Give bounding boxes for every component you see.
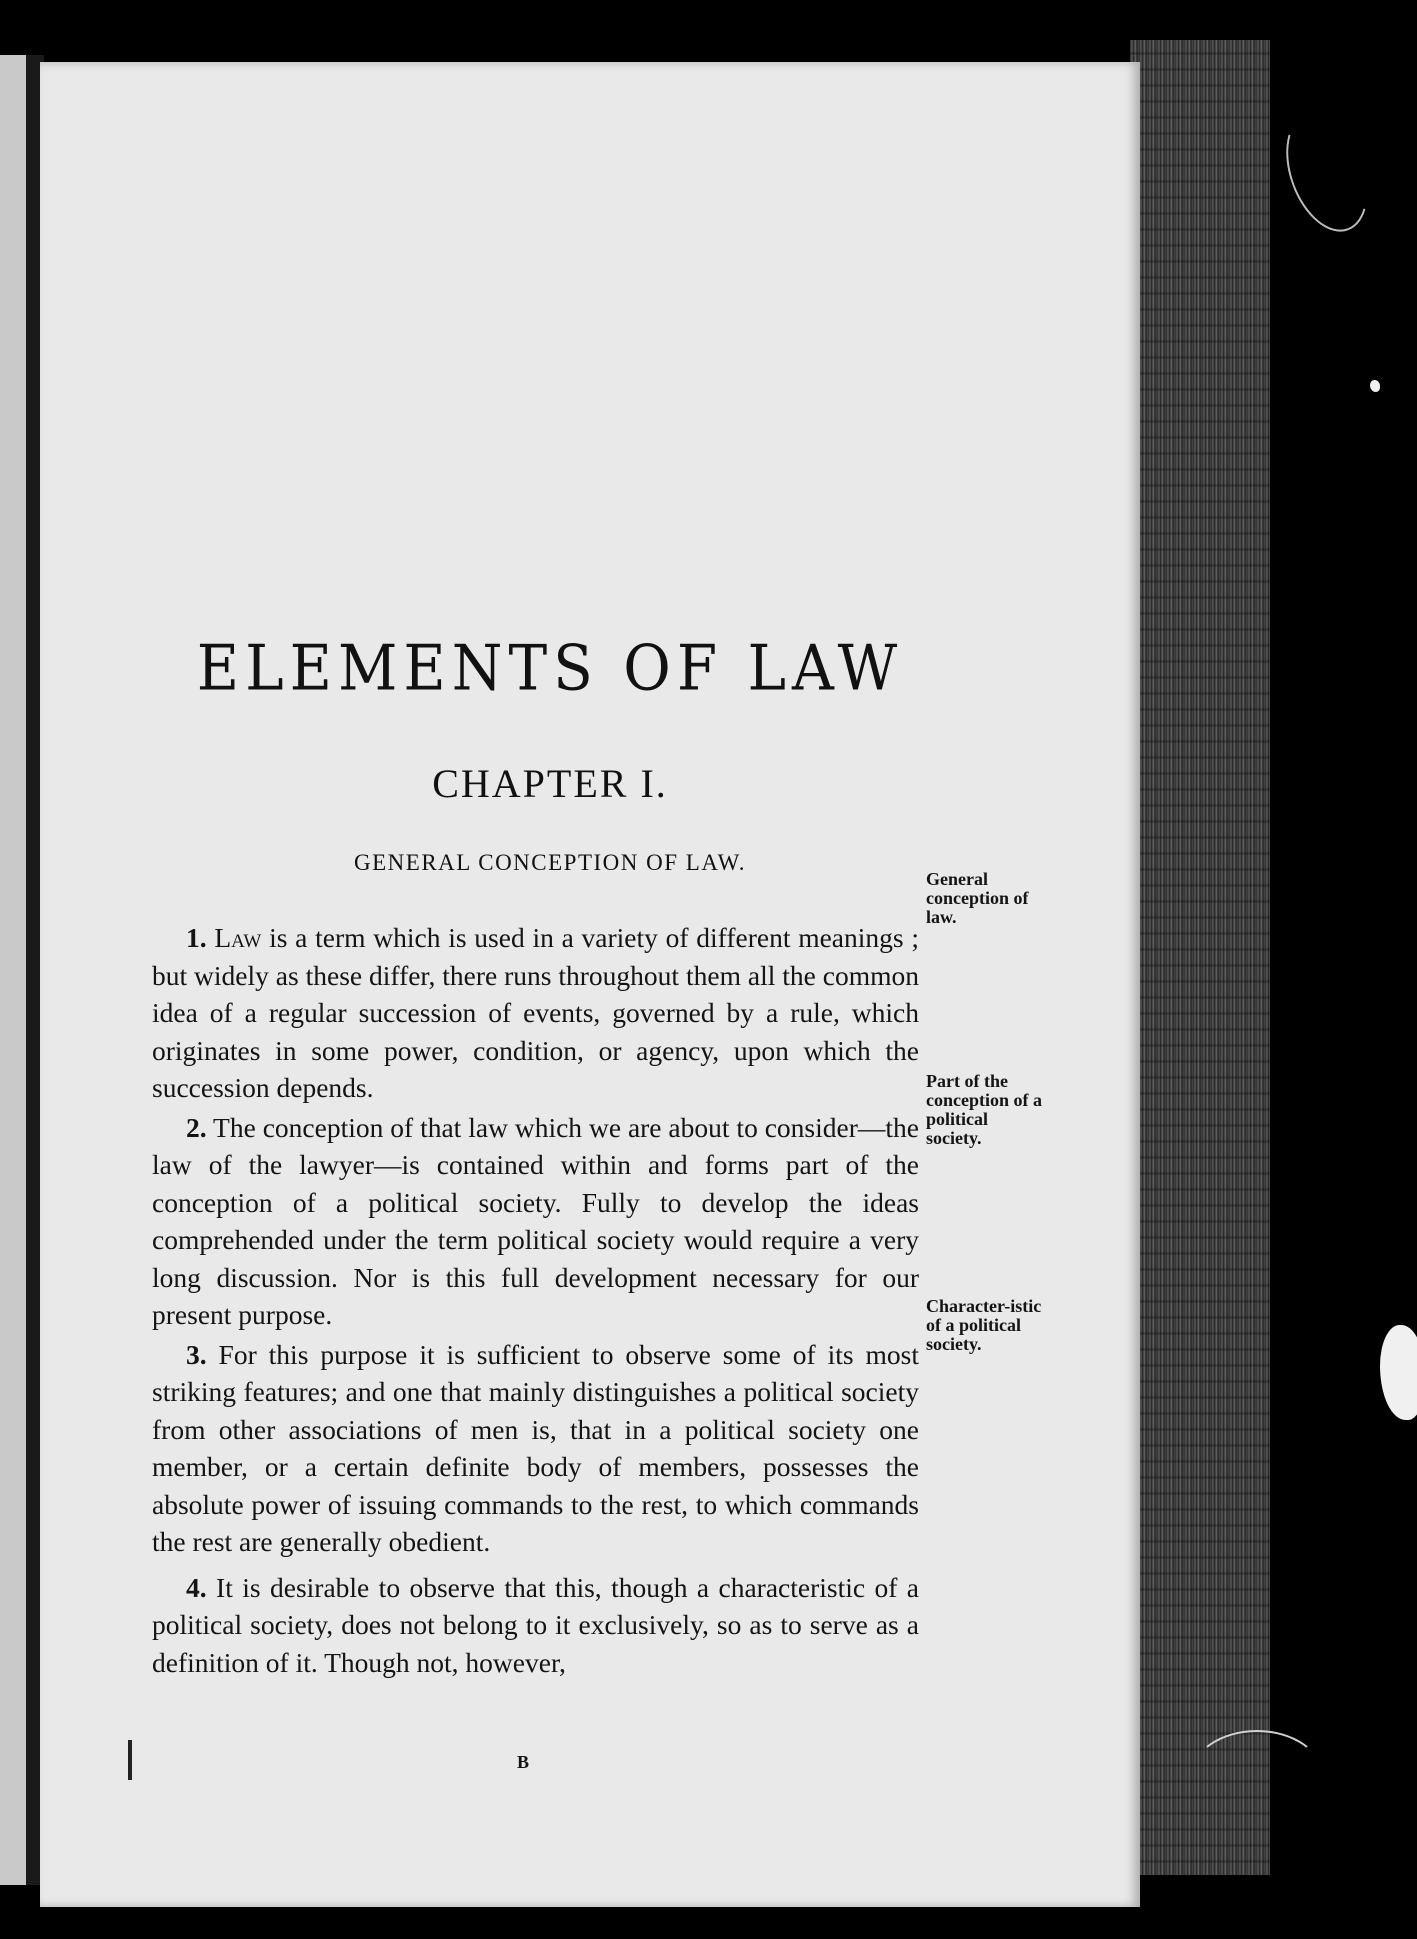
margin-note-characteristic: Character-istic of a political society.: [926, 1296, 1042, 1354]
scan-artifact-arc-lower: [1190, 1730, 1324, 1824]
paragraph-text: The conception of that law which we are about to consider—the law of the lawyer—is contained within and forms part of the conception of a political society. Fully to develop the ideas comprehended under the term political society would require a very long discussion. Nor is this full development necessary for our present purpose.: [152, 1111, 919, 1330]
margin-mark: [128, 1740, 132, 1780]
paragraph-2: [152, 1109, 919, 1334]
chapter-heading: GENERAL CONCEPTION OF LAW.: [354, 850, 746, 875]
paragraph-text: is a term which is used in a variety of different meanings ; but widely as these differ, there runs throughout them all the common idea of a regular succession of events, governed by a rule, which originates in some power, condition, or agency, upon which the succession depends.: [152, 922, 919, 1103]
paragraph-number: 1.: [186, 922, 207, 953]
book-title: ELEMENTS OF LAW: [196, 631, 904, 705]
book-page: [40, 62, 1140, 1907]
chapter-number: CHAPTER I.: [432, 761, 668, 806]
left-page-strip: [0, 55, 26, 1885]
scan-artifact-dot: [1370, 380, 1380, 392]
paragraph-lead: Law: [214, 922, 262, 953]
paragraph-text: For this purpose it is sufficient to observe some of its most striking features; and one that mainly distinguishes a political society from other associations of men is, that in a political society one member, or a certain definite body of members, possesses the absolute power of issuing commands to the rest, to which commands the rest are generally obedient.: [152, 1338, 919, 1557]
signature-mark: B: [517, 1752, 530, 1772]
body-text: [152, 919, 919, 1681]
margin-note-general-conception: General conception of law.: [926, 869, 1029, 927]
paragraph-1: [152, 919, 919, 1107]
paragraph-number: 2.: [186, 1111, 207, 1143]
scan-artifact-arc: [1271, 101, 1383, 243]
margin-note-political-society: Part of the conception of a political society.: [926, 1071, 1042, 1148]
paragraph-number: 3.: [186, 1338, 207, 1370]
paragraph-text: It is desirable to observe that this, though a characteristic of a political society, does not belong to it exclusively, so as to serve as a definition of it. Though not, however,: [152, 1571, 920, 1678]
book-page-edges: [1130, 40, 1270, 1875]
paragraph-4: [152, 1569, 919, 1682]
paragraph-3: [152, 1336, 919, 1561]
paragraph-number: 4.: [186, 1571, 207, 1603]
scan-artifact-spot: [1380, 1325, 1417, 1420]
dark-background: [1270, 0, 1417, 1939]
